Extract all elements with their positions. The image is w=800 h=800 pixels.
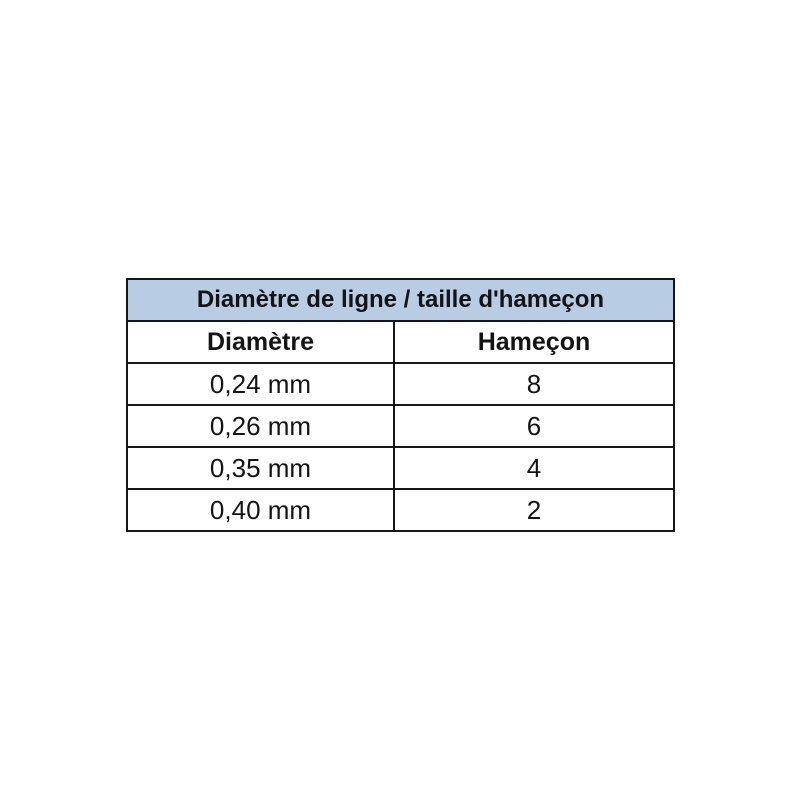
column-header-diametre: Diamètre (127, 321, 394, 363)
table-body (127, 363, 674, 531)
table-row (127, 405, 674, 447)
diametre-value: 0,35 mm (127, 447, 394, 489)
hamecon-value: 6 (394, 405, 674, 447)
table-header-row (127, 321, 674, 363)
hamecon-value: 4 (394, 447, 674, 489)
table-title-row (127, 279, 674, 321)
diametre-value: 0,26 mm (127, 405, 394, 447)
table-row (127, 363, 674, 405)
diametre-value: 0,24 mm (127, 363, 394, 405)
diametre-value: 0,40 mm (127, 489, 394, 531)
table-row (127, 489, 674, 531)
line-hook-size-table (126, 278, 675, 532)
column-header-hamecon: Hameçon (394, 321, 674, 363)
table-title: Diamètre de ligne / taille d'hameçon (127, 279, 674, 321)
hamecon-value: 2 (394, 489, 674, 531)
table-row (127, 447, 674, 489)
hamecon-value: 8 (394, 363, 674, 405)
